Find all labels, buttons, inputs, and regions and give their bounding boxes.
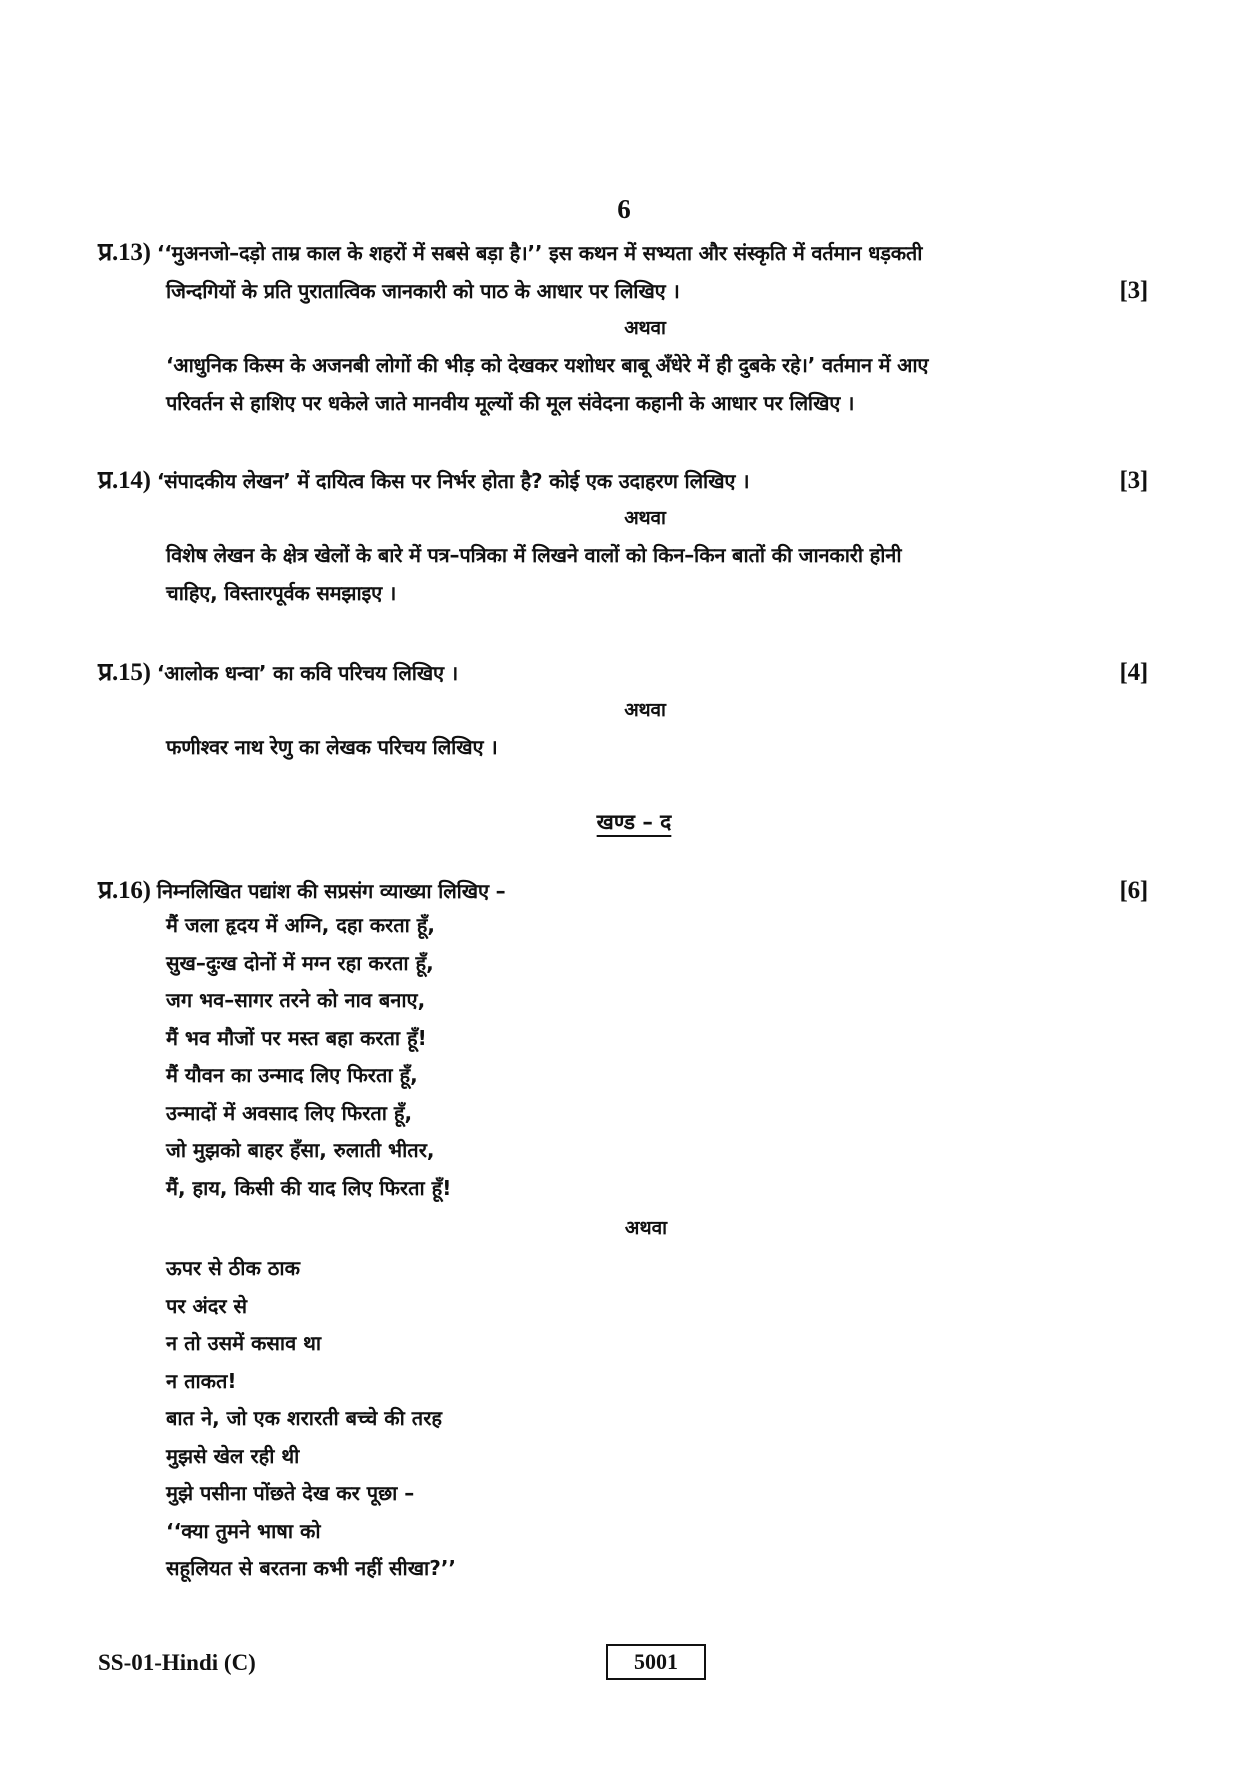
alt-text-line: फणीश्वर नाथ रेणु का लेखक परिचय लिखिए ।	[166, 735, 498, 759]
poem-line: जो मुझको बाहर हँसा, रुलाती भीतर,	[166, 1138, 435, 1162]
alt-text-line: चाहिए, विस्तारपूर्वक समझाइए ।	[166, 581, 397, 605]
question-16	[98, 872, 1148, 910]
question-15-row	[98, 654, 1148, 692]
question-15	[98, 654, 1148, 766]
poem-stanza-2	[166, 1250, 456, 1588]
poem-line: मैं यौवन का उन्माद लिए फिरता हूँ,	[166, 1063, 418, 1087]
marks: [3]	[1119, 277, 1148, 304]
question-text: ‘‘मुअनजो–दड़ो ताम्र काल के शहरों में सबसे बड़ा है।’’ इस कथन में सभ्यता और संस्कृति में वर्तमान धड़कती	[156, 241, 923, 265]
alt-text-line: विशेष लेखन के क्षेत्र खेलों के बारे में पत्र–पत्रिका में लिखने वालों को किन–किन बातों की जानकारी होनी	[166, 543, 902, 567]
or-label: अथवा	[624, 317, 666, 339]
question-number: प्र.14)	[98, 467, 151, 494]
section-title	[0, 808, 1248, 836]
marks: [4]	[1119, 659, 1148, 686]
alt-text-line: ‘आधुनिक किस्म के अजनबी लोगों की भीड़ को देखकर यशोधर बाबू अँधेरे में ही दुबके रहे।’ वर्तमान में आए	[166, 353, 929, 377]
alternate-question	[98, 536, 1148, 612]
poem-line: मुझसे खेल रही थी	[166, 1443, 300, 1468]
poem-line: उन्मादों में अवसाद लिए फिरता हूँ,	[166, 1100, 413, 1125]
page-number: 6	[617, 194, 631, 224]
poem-line: मैं, हाय, किसी की याद लिए फिरता हूँ!	[166, 1175, 452, 1200]
question-number: प्र.13)	[98, 239, 151, 266]
question-text: निम्नलिखित पद्यांश की सप्रसंग व्याख्या लिखिए –	[156, 879, 506, 903]
question-number: प्र.16)	[98, 877, 151, 904]
poem-line: ‘‘क्या तुमने भाषा को	[166, 1518, 321, 1543]
marks: [3]	[1119, 467, 1148, 494]
poem-line: न ताकत!	[166, 1368, 237, 1393]
question-text: ‘संपादकीय लेखन’ में दायित्व किस पर निर्भर होता है? कोई एक उदाहरण लिखिए ।	[156, 469, 750, 493]
paper-code: SS-01-Hindi (C)	[98, 1650, 256, 1675]
or-label: अथवा	[624, 699, 666, 721]
marks: [6]	[1119, 877, 1148, 904]
poem-line: सहूलियत से बरतना कभी नहीं सीखा?’’	[166, 1556, 457, 1580]
poem-stanza-1	[166, 907, 451, 1207]
section-title-text: खण्ड – द	[596, 810, 672, 834]
paper-number-box: 5001	[606, 1644, 706, 1680]
poem-line: मैं जला हृदय में अग्नि, दहा करता हूँ,	[166, 913, 435, 937]
question-14-row	[98, 462, 1148, 500]
question-16-row	[98, 872, 1148, 910]
or-label: अथवा	[624, 507, 666, 529]
or-label: अथवा	[624, 1217, 668, 1239]
question-number: प्र.15)	[98, 659, 151, 686]
poem-line: न तो उसमें कसाव था	[166, 1331, 322, 1355]
poem-line: पर अंदर से	[166, 1293, 248, 1318]
poem-line: सुख–दुःख दोनों में मग्न रहा करता हूँ,	[166, 950, 434, 975]
poem-line: मुझे पसीना पोंछते देख कर पूछा –	[166, 1481, 415, 1505]
question-text: ‘आलोक धन्वा’ का कवि परिचय लिखिए ।	[156, 661, 459, 685]
question-14	[98, 462, 1148, 612]
question-13-row	[98, 234, 1148, 272]
alternate-question	[98, 346, 1148, 422]
poem-line: मैं भव मौजों पर मस्त बहा करता हूँ!	[166, 1025, 427, 1050]
poem-line: जग भव–सागर तरने को नाव बनाए,	[166, 988, 426, 1012]
alternate-question	[98, 728, 1148, 766]
question-13-row-2	[98, 272, 1148, 310]
question-text-cont: जिन्दगियों के प्रति पुरातात्विक जानकारी को पाठ के आधार पर लिखिए ।	[166, 279, 680, 303]
poem-line: बात ने, जो एक शरारती बच्चे की तरह	[166, 1406, 442, 1430]
alt-text-line: परिवर्तन से हाशिए पर धकेले जाते मानवीय मूल्यों की मूल संवेदना कहानी के आधार पर लिखिए ।	[166, 391, 855, 415]
question-13	[98, 234, 1148, 422]
poem-line: ऊपर से ठीक ठाक	[166, 1256, 300, 1280]
